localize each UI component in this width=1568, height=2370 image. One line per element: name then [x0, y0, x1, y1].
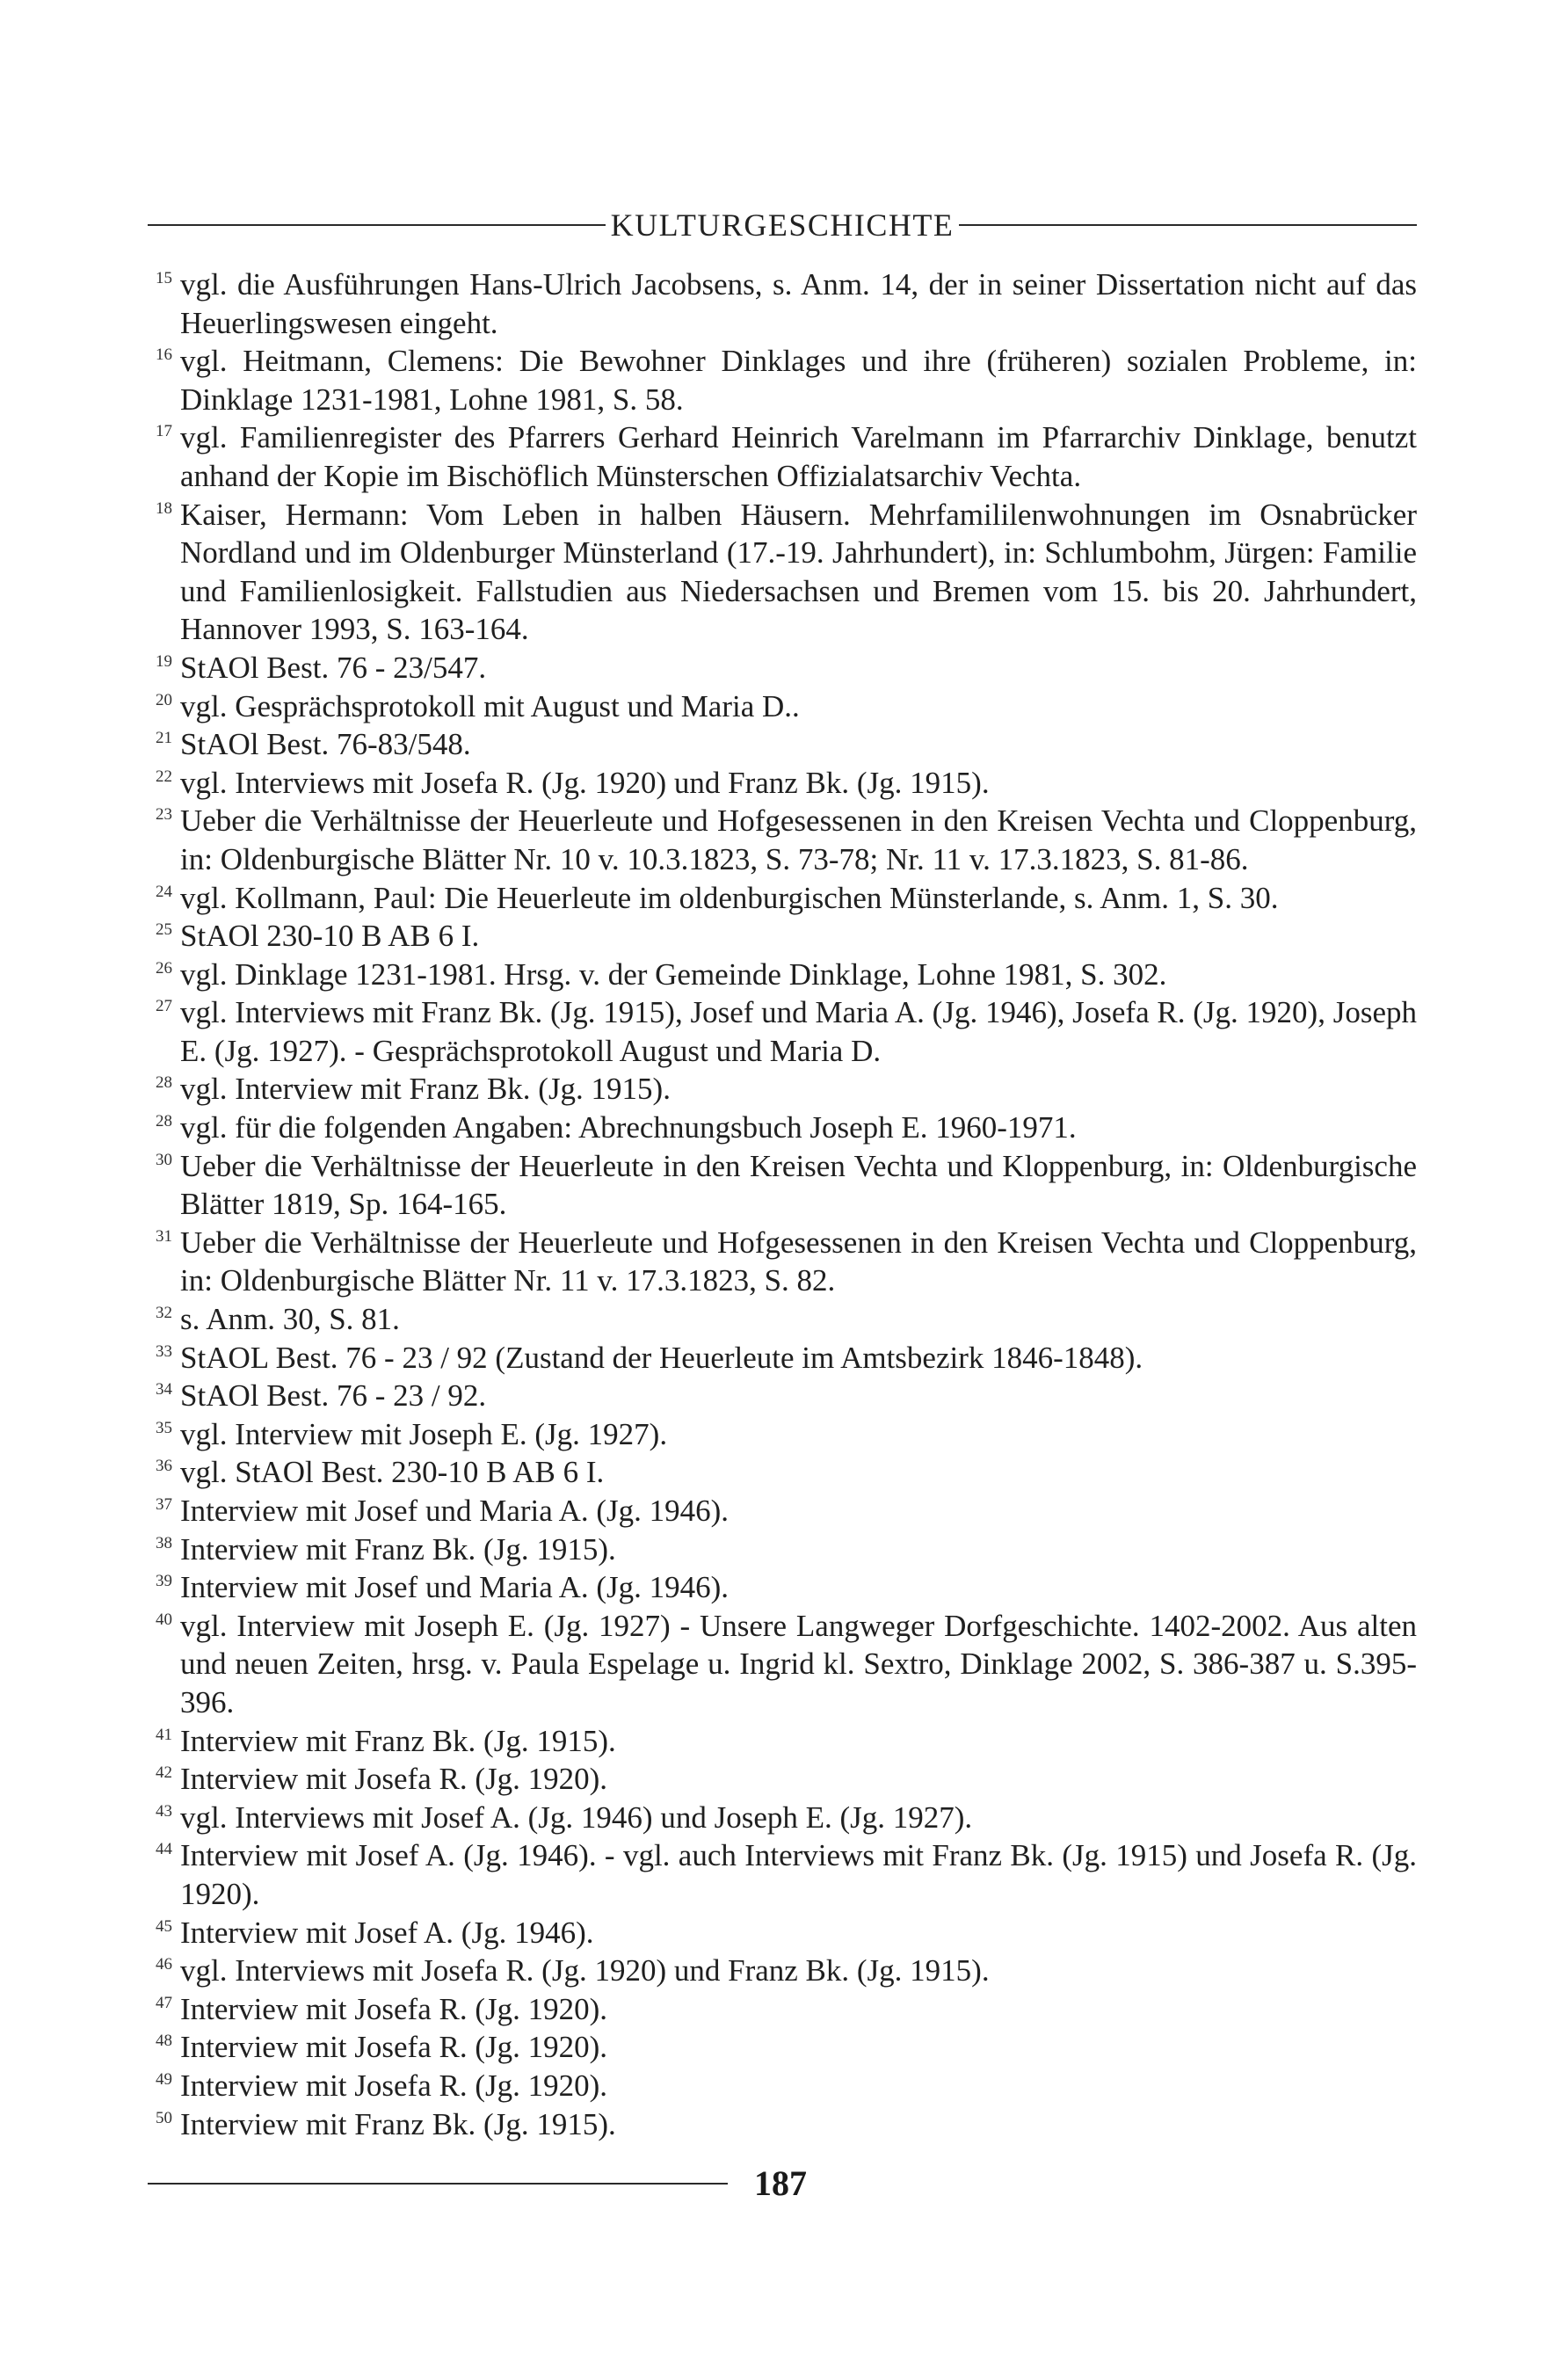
running-header — [148, 200, 1417, 250]
footnote-text: vgl. Interviews mit Franz Bk. (Jg. 1915), Josef und Maria A. (Jg. 1946), Josefa R. (Jg. 1920), Joseph E. (Jg. 1927). - Gesprächsprotokoll August und Maria D. — [180, 995, 1417, 1068]
footnote-number: 25 — [156, 920, 172, 940]
footnote — [132, 1990, 1417, 2029]
footnote-number: 44 — [156, 1840, 172, 1859]
footnote — [132, 687, 1417, 726]
footnote-number: 49 — [156, 2069, 172, 2089]
footnote — [132, 1224, 1417, 1300]
footnote — [132, 1492, 1417, 1530]
footnote-number: 21 — [156, 729, 172, 748]
footnote-text: Interview mit Josef A. (Jg. 1946). - vgl. auch Interviews mit Franz Bk. (Jg. 1915) und Josefa R. (Jg. 1920). — [180, 1838, 1417, 1911]
footnote-number: 30 — [156, 1150, 172, 1169]
footnote — [132, 879, 1417, 918]
footnote — [132, 496, 1417, 649]
footnote — [132, 1722, 1417, 1761]
footnote-text: vgl. die Ausführungen Hans-Ulrich Jacobsens, s. Anm. 14, der in seiner Dissertation nicht auf das Heuerlingswesen eingeht. — [180, 267, 1417, 340]
footnote-number: 26 — [156, 958, 172, 978]
footnote-number: 24 — [156, 882, 172, 901]
footnote-number: 42 — [156, 1763, 172, 1783]
footnote — [132, 1109, 1417, 1147]
footnote-number: 27 — [156, 997, 172, 1016]
footnote-text: StAOl Best. 76 - 23 / 92. — [180, 1378, 487, 1414]
running-header-title: KULTURGESCHICHTE — [610, 207, 955, 243]
footnote — [132, 1377, 1417, 1415]
header-rule-left — [148, 224, 606, 226]
footnote-text: Interview mit Josefa R. (Jg. 1920). — [180, 2068, 608, 2103]
footnote-text: vgl. Gesprächsprotokoll mit August und Maria D.. — [180, 688, 800, 723]
footnote — [132, 342, 1417, 418]
footnote-number: 37 — [156, 1495, 172, 1514]
footnote-number: 32 — [156, 1304, 172, 1323]
footnote-text: vgl. StAOl Best. 230-10 B AB 6 I. — [180, 1455, 605, 1490]
footnote — [132, 725, 1417, 764]
footnote — [132, 1070, 1417, 1109]
footnote — [132, 2105, 1417, 2144]
footnote-text: vgl. Interview mit Joseph E. (Jg. 1927) - Unsere Langweger Dorfgeschichte. 1402-2002. Aus alten und neuen Zeiten, hrsg. v. Paula Espelage u. Ingrid kl. Sextro, Dinklage 2002, S. 386-387 u. S.395-396. — [180, 1608, 1417, 1719]
footnote-text: vgl. Dinklage 1231-1981. Hrsg. v. der Gemeinde Dinklage, Lohne 1981, S. 302. — [180, 956, 1167, 992]
footnote-text: StAOl 230-10 B AB 6 I. — [180, 919, 480, 954]
footnote — [132, 1914, 1417, 1952]
footnote-number: 22 — [156, 767, 172, 786]
footnote — [132, 1799, 1417, 1837]
footnote-number: 28 — [156, 1112, 172, 1131]
footnote — [132, 1952, 1417, 1990]
footnote-text: Ueber die Verhältnisse der Heuerleute und Hofgesessenen in den Kreisen Vechta und Cloppenburg, in: Oldenburgische Blätter Nr. 10 v. 10.3.1823, S. 73-78; Nr. 11 v. 17.3.1823, S. 81-86. — [180, 803, 1417, 876]
footnote-number: 18 — [156, 498, 172, 518]
footnote-number: 28 — [156, 1073, 172, 1093]
footnote-text: StAOL Best. 76 - 23 / 92 (Zustand der Heuerleute im Amtsbezirk 1846-1848). — [180, 1340, 1143, 1375]
footnote-text: Interview mit Franz Bk. (Jg. 1915). — [180, 1723, 616, 1758]
footnote — [132, 265, 1417, 342]
footnote — [132, 2028, 1417, 2067]
footnote — [132, 1339, 1417, 1378]
footnote — [132, 1300, 1417, 1339]
footnote — [132, 1415, 1417, 1454]
footnote-text: Ueber die Verhältnisse der Heuerleute und Hofgesessenen in den Kreisen Vechta und Cloppenburg, in: Oldenburgische Blätter Nr. 11 v. 17.3.1823, S. 82. — [180, 1225, 1417, 1298]
footnote — [132, 649, 1417, 687]
footnote-number: 31 — [156, 1226, 172, 1246]
footnote-text: Interview mit Josefa R. (Jg. 1920). — [180, 2030, 608, 2065]
footer-rule — [148, 2183, 728, 2185]
footnote — [132, 1607, 1417, 1722]
footnote-text: vgl. Familienregister des Pfarrers Gerhard Heinrich Varelmann im Pfarrarchiv Dinklage, benutzt anhand der Kopie im Bischöflich Münsterschen Offizialatsarchiv Vechta. — [180, 420, 1417, 493]
footnote — [132, 1760, 1417, 1799]
footnote-text: Ueber die Verhältnisse der Heuerleute in den Kreisen Vechta und Kloppenburg, in: Oldenburgische Blätter 1819, Sp. 164-165. — [180, 1148, 1417, 1222]
footnote-text: vgl. Interview mit Franz Bk. (Jg. 1915). — [180, 1072, 671, 1107]
footnote-text: Kaiser, Hermann: Vom Leben in halben Häusern. Mehrfamililenwohnungen im Osnabrücker Nordland und im Oldenburger Münsterland (17.-19. Jahrhundert), in: Schlumbohm, Jürgen: Familie und Familienlosigkeit. Fallstudien aus Niedersachsen und Bremen vom 15. bis 20. Jahrhundert, Hannover 1993, S. 163-164. — [180, 497, 1417, 647]
footnote-number: 41 — [156, 1725, 172, 1744]
footnote-number: 38 — [156, 1533, 172, 1552]
footnote — [132, 802, 1417, 878]
footnote-text: vgl. Heitmann, Clemens: Die Bewohner Dinklages und ihre (früheren) sozialen Probleme, in: Dinklage 1231-1981, Lohne 1981, S. 58. — [180, 344, 1417, 417]
footnote-number: 17 — [156, 422, 172, 441]
footnote-text: Interview mit Josef A. (Jg. 1946). — [180, 1915, 594, 1950]
footnote-text: Interview mit Josefa R. (Jg. 1920). — [180, 1991, 608, 2026]
footnote — [132, 956, 1417, 994]
footnote-number: 35 — [156, 1418, 172, 1437]
footnote — [132, 993, 1417, 1070]
footnote-text: Interview mit Josefa R. (Jg. 1920). — [180, 1762, 608, 1797]
footnote — [132, 1568, 1417, 1607]
footnote-number: 45 — [156, 1916, 172, 1936]
footnote-text: vgl. Interviews mit Josefa R. (Jg. 1920) und Franz Bk. (Jg. 1915). — [180, 765, 990, 800]
footnote — [132, 1530, 1417, 1569]
footnote-number: 50 — [156, 2108, 172, 2127]
footnote — [132, 1836, 1417, 1913]
footnote — [132, 764, 1417, 803]
footnote-number: 36 — [156, 1457, 172, 1476]
footnote-text: vgl. Interviews mit Josef A. (Jg. 1946) und Joseph E. (Jg. 1927). — [180, 1799, 973, 1835]
footnote-text: Interview mit Franz Bk. (Jg. 1915). — [180, 2106, 616, 2141]
page-number: 187 — [754, 2163, 807, 2203]
footnote-number: 33 — [156, 1341, 172, 1361]
footnote — [132, 917, 1417, 956]
footnote — [132, 1147, 1417, 1224]
footnote-text: s. Anm. 30, S. 81. — [180, 1302, 400, 1337]
header-rule-right — [959, 224, 1417, 226]
footnote-number: 19 — [156, 651, 172, 671]
footnote-text: StAOl Best. 76 - 23/547. — [180, 650, 487, 685]
footnote-text: StAOl Best. 76-83/548. — [180, 727, 471, 762]
footnote-number: 47 — [156, 1993, 172, 2012]
footnote-list — [132, 265, 1417, 2143]
page-footer — [148, 2159, 1417, 2208]
footnote-number: 15 — [156, 269, 172, 287]
footnote-text: vgl. Interviews mit Josefa R. (Jg. 1920) und Franz Bk. (Jg. 1915). — [180, 1953, 990, 1988]
footnote — [132, 418, 1417, 495]
footnote-text: Interview mit Josef und Maria A. (Jg. 1946). — [180, 1494, 730, 1528]
footnote-number: 23 — [156, 805, 172, 825]
footnote — [132, 2067, 1417, 2105]
footnote-text: vgl. Interview mit Joseph E. (Jg. 1927). — [180, 1416, 668, 1451]
footnote-text: Interview mit Franz Bk. (Jg. 1915). — [180, 1531, 616, 1567]
footnote-number: 34 — [156, 1380, 172, 1399]
footnote-text: vgl. Kollmann, Paul: Die Heuerleute im oldenburgischen Münsterlande, s. Anm. 1, S. 30. — [180, 880, 1279, 915]
footnote-number: 20 — [156, 690, 172, 709]
footnote-number: 48 — [156, 2032, 172, 2051]
footnote-text: Interview mit Josef und Maria A. (Jg. 1946). — [180, 1570, 730, 1605]
footnote-number: 40 — [156, 1610, 172, 1629]
footnote-number: 39 — [156, 1572, 172, 1591]
footnote-text: vgl. für die folgenden Angaben: Abrechnungsbuch Joseph E. 1960-1971. — [180, 1110, 1077, 1145]
footnote-number: 43 — [156, 1801, 172, 1821]
footnote-number: 16 — [156, 345, 172, 365]
footnote — [132, 1453, 1417, 1492]
footnote-number: 46 — [156, 1955, 172, 1974]
